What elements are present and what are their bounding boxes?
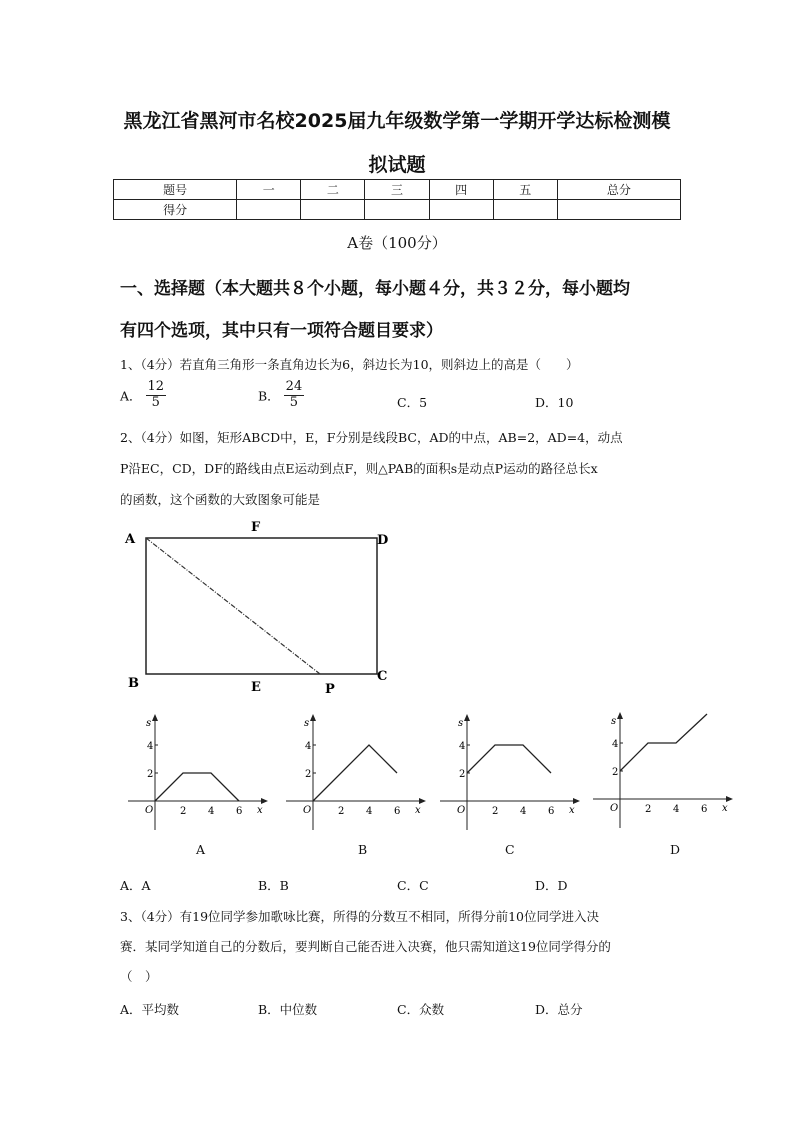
x-axis-arrow bbox=[573, 798, 580, 804]
q2-option-b: B．B bbox=[258, 878, 289, 893]
axis-label-s: s bbox=[611, 716, 617, 727]
tick-label-2: 2 bbox=[180, 806, 187, 817]
fraction-denominator: 5 bbox=[289, 394, 299, 410]
graph-c bbox=[432, 712, 582, 832]
score-table bbox=[113, 179, 681, 220]
label-f: F bbox=[251, 520, 261, 535]
fraction-denominator: 5 bbox=[151, 394, 160, 410]
question-3-line1: 3、（4分）有19位同学参加歌咏比赛，所得的分数互不相同，所得分前10位同学进入决 bbox=[120, 909, 599, 924]
origin-label: O bbox=[610, 803, 619, 814]
origin-label: O bbox=[457, 805, 466, 816]
question-3-line3: （ ） bbox=[120, 969, 158, 984]
part-a-heading: A卷（100分） bbox=[347, 234, 447, 252]
axis-label-s: s bbox=[304, 718, 310, 729]
label-b: B bbox=[128, 676, 139, 691]
graph-a-line bbox=[155, 773, 239, 801]
graph-c-line bbox=[467, 745, 551, 773]
y-axis-arrow bbox=[617, 712, 623, 719]
score-header-cell: 四 bbox=[429, 180, 493, 200]
y-axis-arrow bbox=[310, 714, 316, 721]
q3-option-d: D．总分 bbox=[535, 1002, 583, 1017]
tick-label-2: 2 bbox=[305, 769, 312, 780]
tick-label-4: 4 bbox=[147, 741, 154, 752]
tick-label-2: 2 bbox=[612, 767, 619, 778]
section-heading-continued: 有四个选项，其中只有一项符合题目要求） bbox=[120, 321, 443, 341]
score-header-cell: 题号 bbox=[114, 180, 237, 200]
fraction-numerator: 12 bbox=[147, 379, 165, 394]
q2-option-a: A．A bbox=[120, 878, 151, 893]
graph-a bbox=[120, 712, 270, 832]
tick-label-4: 4 bbox=[366, 806, 373, 817]
label-c: C bbox=[377, 669, 388, 684]
question-2-line2: P沿EC，CD，DF的路线由点E运动到点F，则△PAB的面积s是动点P运动的路径总长x bbox=[120, 461, 598, 476]
q3-option-c: C．众数 bbox=[397, 1002, 445, 1017]
tick-label-6: 6 bbox=[236, 806, 243, 817]
score-header-cell: 一 bbox=[237, 180, 301, 200]
score-table-score-row bbox=[114, 200, 681, 220]
score-header-cell: 五 bbox=[493, 180, 557, 200]
page-title-continued: 拟试题 bbox=[368, 154, 426, 176]
origin-label: O bbox=[145, 805, 154, 816]
rectangle-figure bbox=[115, 515, 405, 700]
q3-option-b: B．中位数 bbox=[258, 1002, 318, 1017]
tick-label-2: 2 bbox=[338, 806, 345, 817]
q3-option-a: A．平均数 bbox=[120, 1002, 180, 1017]
graph-caption-b: B bbox=[358, 842, 368, 857]
tick-label-4: 4 bbox=[305, 741, 312, 752]
tick-label-6: 6 bbox=[548, 806, 555, 817]
q1-option-a-label: A． bbox=[120, 388, 142, 404]
tick-label-6: 6 bbox=[701, 804, 708, 815]
axis-label-x: x bbox=[722, 803, 728, 814]
label-p: P bbox=[325, 682, 335, 697]
graph-d-line bbox=[620, 714, 707, 771]
tick-label-4: 4 bbox=[673, 804, 680, 815]
question-1-text: 1、（4分）若直角三角形一条直角边长为6，斜边长为10，则斜边上的高是（ ） bbox=[120, 357, 579, 372]
question-3-line2: 赛．某同学知道自己的分数后，要判断自己能否进入决赛，他只需知道这19位同学得分的 bbox=[120, 939, 611, 954]
axis-label-s: s bbox=[146, 718, 152, 729]
q2-option-d: D．D bbox=[535, 878, 568, 893]
tick-label-2: 2 bbox=[645, 804, 652, 815]
tick-label-2: 2 bbox=[459, 769, 466, 780]
score-table-header-row bbox=[114, 180, 681, 200]
score-header-cell: 二 bbox=[301, 180, 365, 200]
tick-label-6: 6 bbox=[394, 806, 401, 817]
x-axis-arrow bbox=[726, 796, 733, 802]
score-cell bbox=[493, 200, 557, 220]
graph-b-line bbox=[313, 745, 397, 801]
tick-label-2: 2 bbox=[147, 769, 154, 780]
label-d: D bbox=[377, 533, 389, 548]
graph-caption-d: D bbox=[670, 842, 681, 857]
tick-label-4: 4 bbox=[208, 806, 215, 817]
score-header-cell: 三 bbox=[365, 180, 429, 200]
axis-label-x: x bbox=[569, 805, 575, 816]
graph-d bbox=[585, 710, 740, 832]
score-row-label: 得分 bbox=[114, 200, 237, 220]
label-e: E bbox=[251, 680, 261, 695]
q1-option-b-label: B． bbox=[258, 388, 280, 404]
question-2-line1: 2、（4分）如图，矩形ABCD中，E，F分别是线段BC，AD的中点，AB=2，AD=4，动点 bbox=[120, 430, 623, 445]
q1-option-b bbox=[258, 380, 304, 411]
graph-caption-c: C bbox=[505, 842, 515, 857]
label-a: A bbox=[125, 532, 136, 547]
score-cell bbox=[365, 200, 429, 220]
x-axis-arrow bbox=[261, 798, 268, 804]
tick-label-4: 4 bbox=[520, 806, 527, 817]
y-axis-arrow bbox=[464, 714, 470, 721]
q1-option-a-fraction bbox=[146, 380, 167, 411]
axis-label-x: x bbox=[257, 805, 263, 816]
graph-b bbox=[278, 712, 428, 832]
axis-label-s: s bbox=[458, 718, 464, 729]
score-header-cell: 总分 bbox=[557, 180, 680, 200]
y-axis-arrow bbox=[152, 714, 158, 721]
question-2-line3: 的函数，这个函数的大致图象可能是 bbox=[120, 492, 321, 507]
tick-label-4: 4 bbox=[459, 741, 466, 752]
graph-caption-a: A bbox=[196, 842, 206, 857]
axis-label-x: x bbox=[415, 805, 421, 816]
score-cell bbox=[557, 200, 680, 220]
origin-label: O bbox=[303, 805, 312, 816]
rectangle-abcd bbox=[146, 538, 377, 674]
q2-option-c: C．C bbox=[397, 878, 429, 893]
q1-option-b-fraction bbox=[284, 380, 305, 411]
score-cell bbox=[237, 200, 301, 220]
segment-ap bbox=[146, 538, 320, 674]
q1-option-d: D．10 bbox=[535, 395, 574, 410]
tick-label-4: 4 bbox=[612, 739, 619, 750]
section-heading: 一、选择题（本大题共８个小题，每小题４分，共３２分，每小题均 bbox=[120, 279, 630, 299]
tick-label-2: 2 bbox=[492, 806, 499, 817]
x-axis-arrow bbox=[419, 798, 426, 804]
score-cell bbox=[429, 200, 493, 220]
fraction-numerator: 24 bbox=[285, 379, 303, 394]
page-title: 黑龙江省黑河市名校2025届九年级数学第一学期开学达标检测模 bbox=[123, 110, 671, 132]
q1-option-a bbox=[120, 380, 166, 411]
score-cell bbox=[301, 200, 365, 220]
q1-option-c: C．5 bbox=[397, 395, 428, 410]
